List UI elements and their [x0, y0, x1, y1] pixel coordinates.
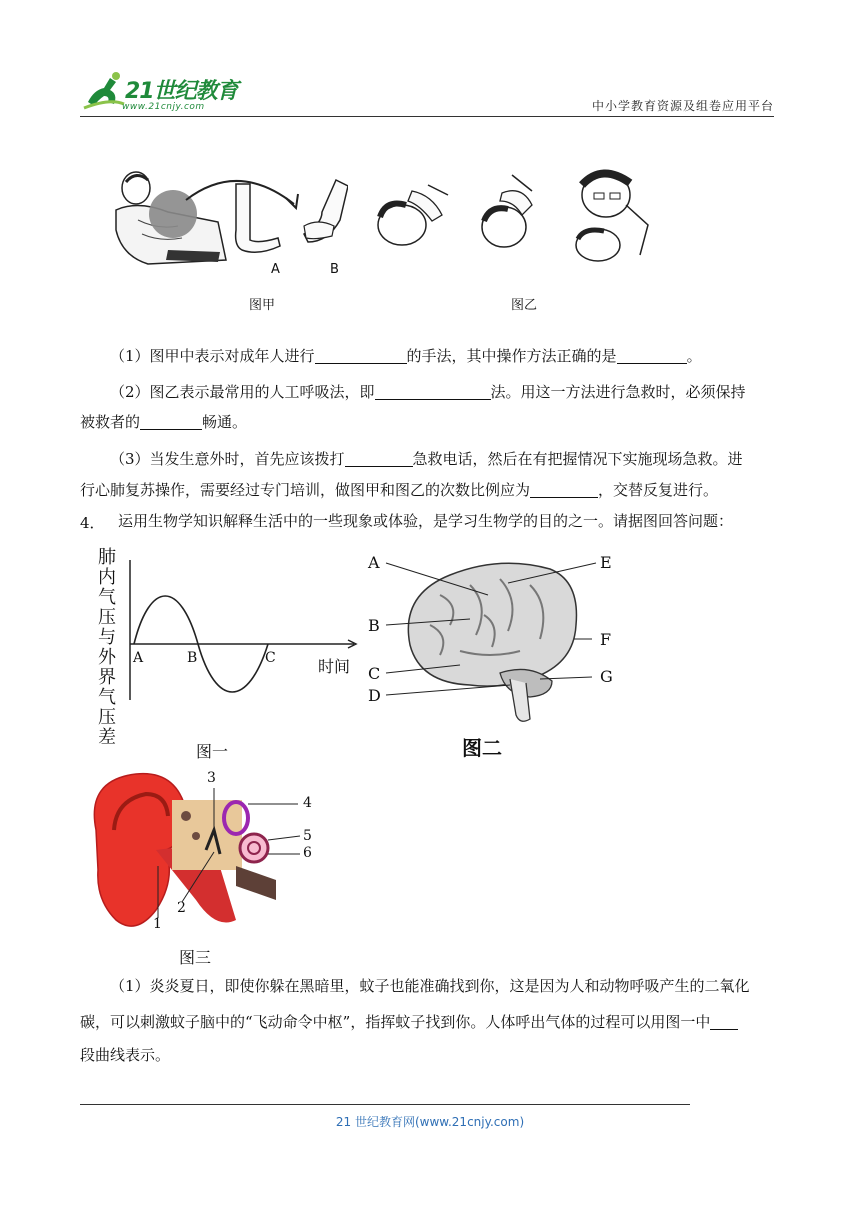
- q4-part1-line2: 碳，可以刺激蚊子脑中的“飞动命令中枢”，指挥蚊子找到你。人体呼出气体的过程可以用图一中: [80, 1008, 774, 1036]
- answer-blank[interactable]: [315, 345, 407, 364]
- fig3-label-5: 5: [303, 828, 312, 844]
- q3-part2: （2）图乙表示最常用的人工呼吸法，即 法。用这一方法进行急救时，必须保持: [110, 383, 746, 401]
- answer-blank[interactable]: [140, 411, 202, 430]
- q4-stem: 运用生物学知识解释生活中的一些现象或体验，是学习生物学的目的之一。请据图回答问题：: [118, 512, 734, 530]
- q4-part1-line1: （1）炎炎夏日，即使你躲在黑暗里，蚊子也能准确找到你，这是因为人和动物呼吸产生的二氧化: [110, 977, 750, 995]
- answer-blank[interactable]: [530, 479, 598, 498]
- answer-blank[interactable]: [345, 448, 413, 467]
- answer-blank[interactable]: [710, 1011, 738, 1030]
- fig2-label-c: C: [368, 664, 381, 683]
- fig2-label-b: B: [368, 616, 380, 635]
- fig2-label-f: F: [600, 630, 612, 649]
- fig1-ylabel: 肺 内 气 压 与 外 界 气 压 差: [98, 547, 116, 748]
- caption-fig-yi: 图乙: [511, 298, 538, 313]
- fig2-label-d: D: [368, 686, 381, 705]
- header-divider: [80, 116, 774, 117]
- answer-blank[interactable]: [617, 345, 687, 364]
- q3-part2-cont: 被救者的 畅通。: [80, 413, 248, 431]
- fig3-ear-illustration: [86, 770, 316, 940]
- fig3-label-6: 6: [303, 845, 312, 861]
- q3-part1: （1）图甲中表示对成年人进行 的手法，其中操作方法正确的是 。: [110, 347, 702, 365]
- fig1-point-a: A: [133, 650, 144, 666]
- fig3-label-1: 1: [153, 916, 162, 932]
- label-a: A: [271, 262, 280, 277]
- footer-divider: [80, 1104, 690, 1105]
- logo-url: www.21cnjy.com: [122, 102, 205, 112]
- fig1-xlabel: 时间: [318, 657, 351, 676]
- fig3-label-3: 3: [207, 770, 216, 786]
- footer-text: 21 世纪教育网(www.21cnjy.com): [335, 1115, 525, 1129]
- fig1-point-b: B: [187, 650, 198, 666]
- fig3-label-4: 4: [303, 795, 312, 811]
- rescue-breathing-illustration: [372, 165, 652, 265]
- caption-fig-jia: 图甲: [249, 298, 276, 313]
- q4-part1-line3: 段曲线表示。: [80, 1046, 171, 1064]
- fig2-label-g: G: [600, 667, 613, 686]
- platform-name: 中小学教育资源及组卷应用平台: [591, 99, 774, 113]
- logo-text: 21世纪教育: [125, 79, 238, 104]
- fig2-label-e: E: [600, 553, 612, 572]
- q3-part3: （3）当发生意外时，首先应该拨打 急救电话，然后在有把握情况下实施现场急救。进: [110, 450, 743, 468]
- q3-part3-cont: 行心肺复苏操作，需要经过专门培训，做图甲和图乙的次数比例应为 ，交替反复进行。: [80, 481, 719, 499]
- fig3-caption: 图三: [179, 948, 212, 967]
- answer-blank[interactable]: [375, 381, 491, 400]
- fig3-label-2: 2: [177, 900, 186, 916]
- label-b: B: [330, 262, 339, 277]
- fig2-caption: 图二: [462, 736, 502, 760]
- fig1-point-c: C: [265, 650, 276, 666]
- q4-number: 4．: [80, 514, 105, 532]
- fig2-label-a: A: [368, 553, 380, 572]
- fig1-pressure-curve: [122, 560, 362, 710]
- chest-compression-illustration: [108, 160, 348, 278]
- fig1-caption: 图一: [196, 742, 229, 761]
- fig2-brain-illustration: [380, 555, 620, 730]
